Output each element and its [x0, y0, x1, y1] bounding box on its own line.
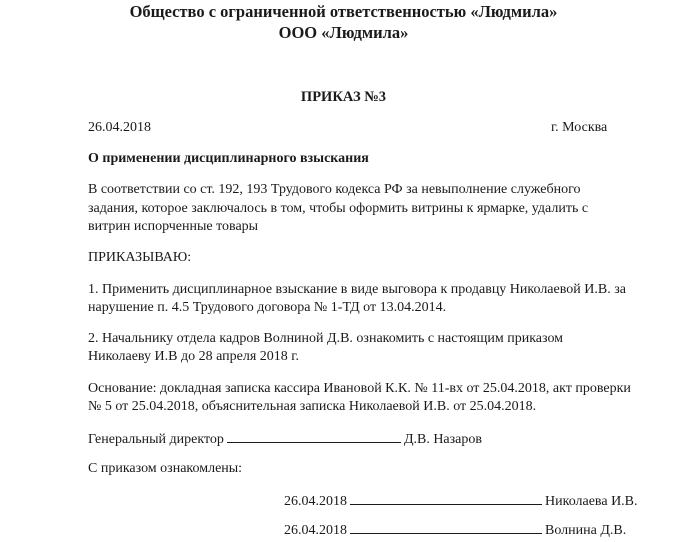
acquainted-signature-line: [350, 520, 542, 534]
order-date: 26.04.2018: [88, 120, 151, 135]
acquainted-date: 26.04.2018: [284, 494, 347, 509]
director-signature-row: [88, 429, 482, 449]
org-full-name: Общество с ограниченной ответственностью «Людмила»: [129, 2, 558, 21]
order-city: г. Москва: [551, 120, 608, 135]
preamble-line-2: задания, которое заключалось в том, чтобы оформить витрины к ярмарке, удалить с: [88, 201, 589, 216]
acquainted-name: Волнина Д.В.: [545, 523, 627, 538]
director-position: Генеральный директор: [88, 432, 224, 447]
basis-line-2: № 5 от 25.04.2018, объяснительная записка Николаевой И.В. от 25.04.2018.: [88, 399, 537, 414]
item-1-line-2: нарушение п. 4.5 Трудового договора № 1-ТД от 13.04.2014.: [88, 300, 447, 315]
item-2-line-1: 2. Начальнику отдела кадров Волниной Д.В. ознакомить с настоящим приказом: [88, 331, 564, 346]
basis-line-1: Основание: докладная записка кассира Ивановой К.К. № 11-вх от 25.04.2018, акт проверки: [88, 381, 631, 396]
acquainted-date: 26.04.2018: [284, 523, 347, 538]
item-2-line-2: Николаеву И.В до 28 апреля 2018 г.: [88, 349, 299, 364]
acquainted-row: [284, 520, 626, 540]
director-name: Д.В. Назаров: [403, 432, 483, 447]
preamble-line-3: витрин испорченные товары: [88, 219, 259, 234]
acquainted-name: Николаева И.В.: [545, 494, 638, 509]
item-1-line-1: 1. Применить дисциплинарное взыскание в виде выговора к продавцу Николаевой И.В. за: [88, 282, 626, 297]
order-title: ПРИКАЗ №3: [300, 89, 387, 105]
acquainted-label: С приказом ознакомлены:: [88, 461, 243, 476]
org-short-name: ООО «Людмила»: [278, 23, 409, 42]
acquainted-row: [284, 491, 638, 511]
preamble-line-1: В соответствии со ст. 192, 193 Трудового кодекса РФ за невыполнение служебного: [88, 182, 581, 197]
director-signature-line: [227, 429, 401, 443]
acquainted-signature-line: [350, 491, 542, 505]
order-subject: О применении дисциплинарного взыскания: [88, 151, 369, 166]
order-word: ПРИКАЗЫВАЮ:: [88, 250, 192, 265]
